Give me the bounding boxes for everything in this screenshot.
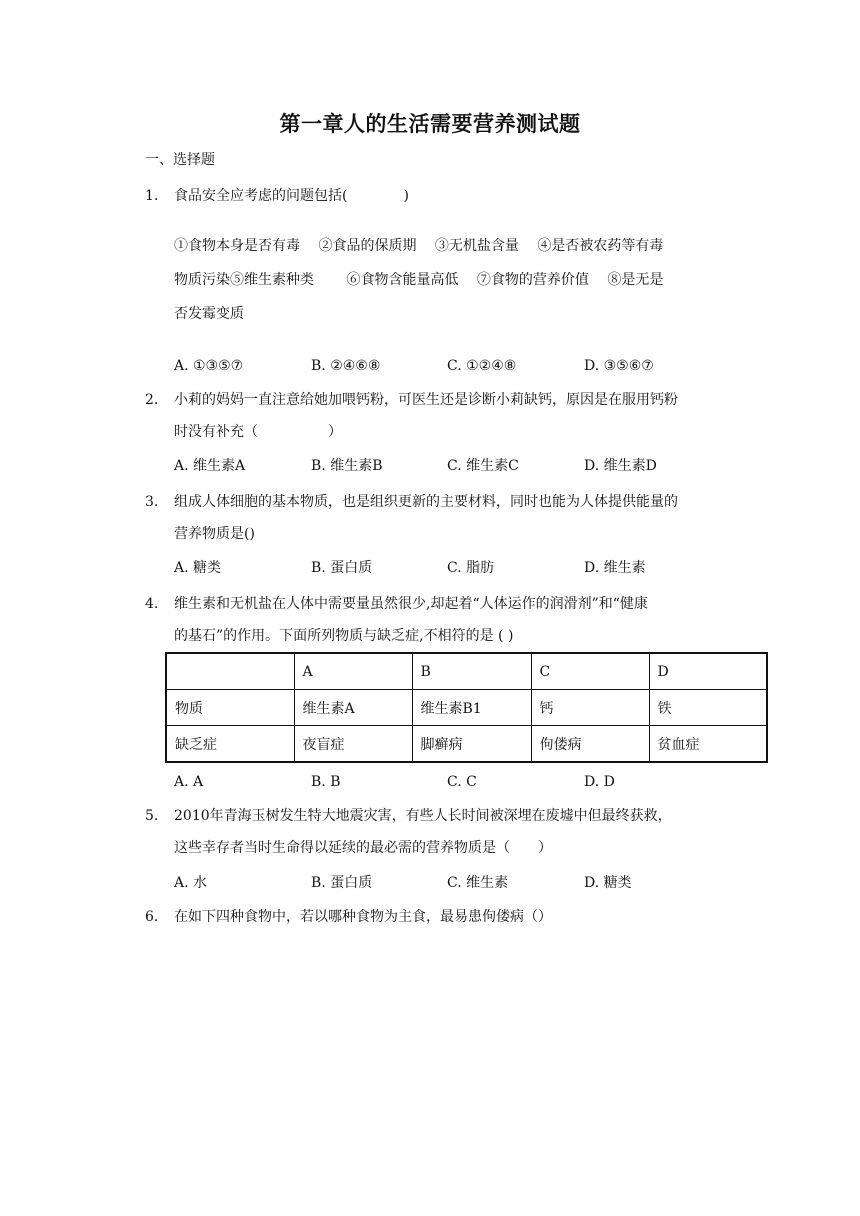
option-a: A. 维生素A — [174, 458, 246, 474]
page-title: 第一章人的生活需要营养测试题 — [279, 112, 581, 136]
option-a: A. A — [174, 774, 204, 790]
question-number: 5. — [145, 808, 159, 824]
question-text-line: ①食物本身是否有毒 ②食品的保质期 ③无机盐含量 ④是否被农药等有毒 — [174, 238, 664, 254]
question-text-line: 小莉的妈妈一直注意给她加喂钙粉，可医生还是诊断小莉缺钙，原因是在服用钙粉 — [174, 392, 678, 408]
question-text-line: 营养物质是() — [174, 526, 255, 542]
option-d: D. 维生素D — [584, 458, 657, 474]
table-cell: B — [412, 653, 531, 690]
table-cell: 贫血症 — [649, 726, 767, 763]
question-text-line: 这些幸存者当时生命得以延续的最必需的营养物质是（ ） — [174, 840, 552, 856]
table-row — [166, 726, 767, 763]
option-d: D. ③⑤⑥⑦ — [584, 358, 654, 374]
table-cell: 夜盲症 — [294, 726, 412, 763]
option-a: A. ①③⑤⑦ — [174, 358, 244, 374]
option-b: B. 蛋白质 — [311, 875, 373, 891]
option-c: C. 脂肪 — [447, 560, 495, 576]
option-d: D. 糖类 — [584, 875, 632, 891]
question-stem: 食品安全应考虑的问题包括( ) — [174, 188, 409, 204]
option-b: B. 维生素B — [311, 458, 383, 474]
option-c: C. 维生素 — [447, 875, 509, 891]
option-c: C. C — [447, 774, 477, 790]
question-text-line: 2010年青海玉树发生特大地震灾害，有些人长时间被深埋在废墟中但最终获救， — [174, 808, 672, 824]
question-number: 3. — [145, 494, 159, 510]
question-text-line: 在如下四种食物中，若以哪种食物为主食，最易患佝偻病（） — [174, 909, 552, 925]
table-cell: 缺乏症 — [166, 726, 294, 763]
table-cell: A — [294, 653, 412, 690]
table-cell: 铁 — [649, 690, 767, 726]
question-text-line: 时没有补充（ ） — [174, 424, 342, 440]
question-number: 6. — [145, 909, 159, 925]
question-text-line: 物质污染⑤维生素种类 ⑥食物含能量高低 ⑦食物的营养价值 ⑧是无是 — [174, 272, 664, 288]
option-d: D. D — [584, 774, 615, 790]
question-number: 4. — [145, 596, 159, 612]
table-cell: D — [649, 653, 767, 690]
option-b: B. 蛋白质 — [311, 560, 373, 576]
table-cell — [166, 653, 294, 690]
option-b: B. B — [311, 774, 341, 790]
question-number: 1. — [145, 188, 159, 204]
comparison-table — [165, 652, 768, 763]
option-a: A. 水 — [174, 875, 208, 891]
section-heading: 一、选择题 — [145, 152, 215, 168]
question-text-line: 维生素和无机盐在人体中需要量虽然很少,却起着“人体运作的润滑剂”和“健康 — [174, 596, 648, 612]
question-text-line: 组成人体细胞的基本物质，也是组织更新的主要材料，同时也能为人体提供能量的 — [174, 494, 678, 510]
table-cell: 钙 — [531, 690, 649, 726]
option-d: D. 维生素 — [584, 560, 646, 576]
table-cell: 维生素B1 — [412, 690, 531, 726]
table-cell: 佝偻病 — [531, 726, 649, 763]
option-c: C. 维生素C — [447, 458, 519, 474]
option-a: A. 糖类 — [174, 560, 222, 576]
question-text-line: 否发霉变质 — [174, 306, 244, 322]
question-number: 2. — [145, 392, 159, 408]
table-cell: 物质 — [166, 690, 294, 726]
table-cell: 脚癣病 — [412, 726, 531, 763]
table-row — [166, 690, 767, 726]
question-text-line: 的基石”的作用。下面所列物质与缺乏症,不相符的是 ( ) — [174, 628, 514, 644]
table-cell: C — [531, 653, 649, 690]
option-c: C. ①②④⑧ — [447, 358, 517, 374]
table-header-row — [166, 653, 767, 690]
option-b: B. ②④⑥⑧ — [311, 358, 381, 374]
table-cell: 维生素A — [294, 690, 412, 726]
